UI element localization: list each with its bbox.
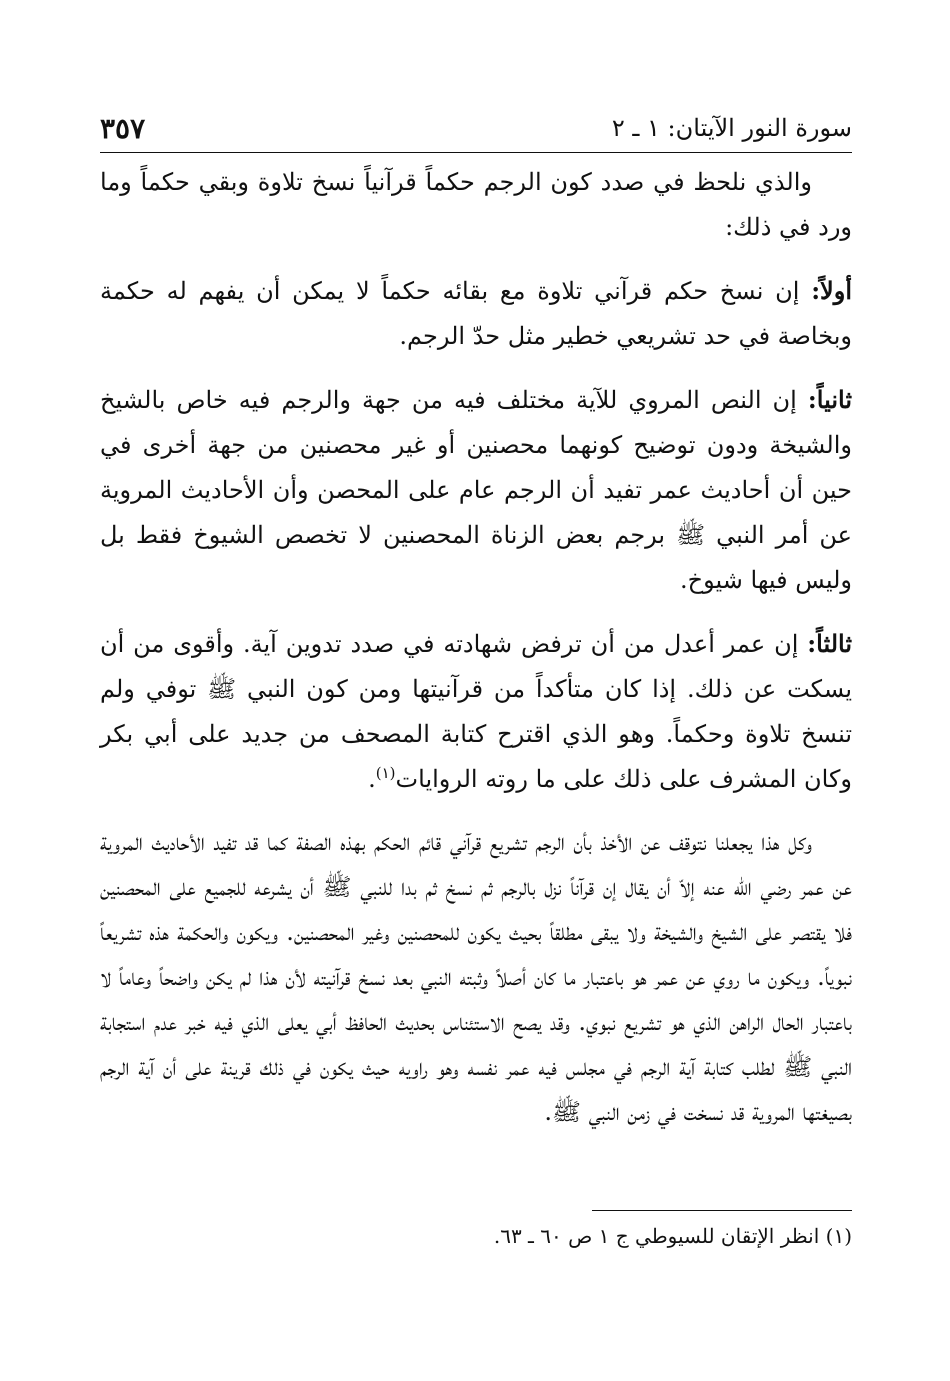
running-header	[100, 112, 852, 152]
paragraph-text: والذي نلحظ في صدد كون الرجم حكماً قرآنياً نسخ تلاوة وبقي حكماً وما ورد في ذلك:	[100, 168, 852, 241]
paragraph-text: إن نسخ حكم قرآني تلاوة مع بقائه حكماً لا يمكن أن يفهم له حكمة وبخاصة في حد تشريعي خطير مثل حدّ الرجم.	[100, 277, 852, 350]
paragraph-third-point	[100, 621, 852, 802]
main-text	[100, 160, 852, 1153]
footnote-text: (١) انظر الإتقان للسيوطي ج ١ ص ٦٠ ـ ٦٣.	[493, 1224, 852, 1248]
paragraph-intro	[100, 160, 852, 250]
paragraph-text: إن النص المروي للآية مختلف فيه من جهة والرجم فيه خاص بالشيخ والشيخة ودون توضيح كونهما محصنين أو غير محصنين من جهة أخرى في حين أن أحاديث عمر تفيد أن الرجم عام على المحصن وأن الأحاديث المروية عن أمر النبي ﷺ برجم بعض الزناة المحصنين لا تخصص الشيوخ فقط بل وليس فيها شيوخ.	[100, 386, 852, 594]
page-number: ٣٥٧	[100, 112, 146, 145]
footnote-divider	[592, 1210, 852, 1211]
paragraph-conclusion	[100, 820, 852, 1135]
chapter-title: سورة النور الآيتان: ١ ـ ٢	[611, 114, 852, 142]
header-divider	[100, 152, 852, 153]
paragraph-text: وكل هذا يجعلنا نتوقف عن الأخذ بأن الرجم تشريع قرآني قائم الحكم بهذه الصفة كما قد تفيد الأحاديث المروية عن عمر رضي الله عنه إلاّ أن يقال إن قرآناً نزل بالرجم ثم نسخ ثم بدا للنبي ﷺ أن يشرعه للجميع على المحصنين فلا يقتصر على الشيخ والشيخة ولا يبقى مطلقاً بحيث يكون للمحصنين وغير المحصنين. ويكون والحكمة هذه تشريعاً نبوياً. ويكون ما روي عن عمر هو باعتبار ما كان أصلاً وثبته النبي بعد نسخ قرآنيته لأن هذا لم يكن واضحاً وعاماً لا باعتبار الحال الراهن الذي هو تشريع نبوي. وقد يصح الاستئناس بحديث الحافظ أبي يعلى الذي فيه خبر عدم استجابة النبي ﷺ لطلب كتابة آية الرجم في مجلس فيه عمر نفسه وهو راويه حيث يكون في ذلك قرينة على أن آية الرجم بصيغتها المروية قد نسخت في زمن النبي ﷺ.	[100, 828, 852, 1126]
point-label: ثانياً:	[807, 385, 852, 414]
paragraph-text: إن عمر أعدل من أن ترفض شهادته في صدد تدوين آية. وأقوى من أن يسكت عن ذلك. إذا كان متأكداً من قرآنيتها ومن كون النبي ﷺ توفي ولم تنسخ تلاوة وحكماً. وهو الذي اقترح كتابة المصحف من جديد على أبي بكر وكان المشرف على ذلك على ما روته الروايات	[100, 630, 852, 793]
point-label: أولاً:	[811, 276, 852, 305]
footnote-reference[interactable]: (١)	[375, 764, 396, 782]
paragraph-first-point	[100, 268, 852, 359]
paragraph-second-point	[100, 377, 852, 603]
footnote	[100, 1218, 852, 1254]
point-label: ثالثاً:	[807, 629, 853, 658]
paragraph-end: .	[368, 765, 376, 793]
